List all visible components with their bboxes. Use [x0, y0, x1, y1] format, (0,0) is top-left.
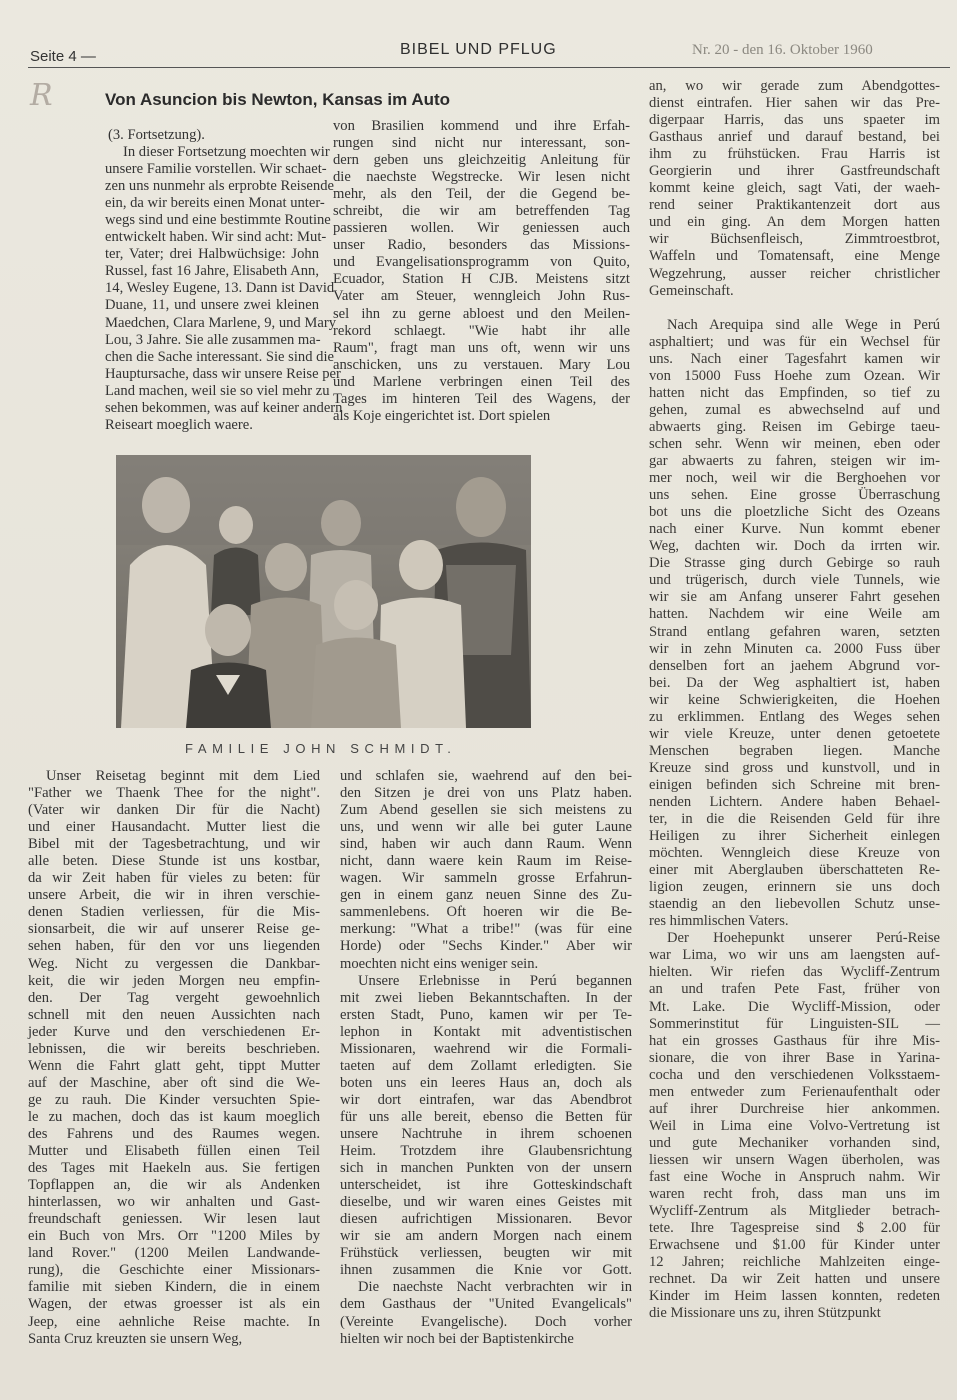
- text-line: ligion zeugen, erinnern sie uns doch: [649, 879, 940, 896]
- text-line: Kinder im Heim lassen konnten, redeten: [649, 1288, 940, 1305]
- issue-date: Nr. 20 - den 16. Oktober 1960: [692, 42, 873, 58]
- text-line: tete. Ihre Tagespreise sind $ 2.00 für: [649, 1220, 940, 1237]
- text-line: unsere Nachtruhe in ihrem schoenen: [340, 1125, 632, 1142]
- text-line: sel ihn zu gerne abloest und den Meilen-: [333, 305, 630, 322]
- text-line: le zu machen, doch das ist kaum moeglich: [28, 1108, 320, 1125]
- text-line: boten uns ein leeres Haus an, doch als: [340, 1074, 632, 1091]
- text-line: und einer Hausandacht. Mutter liest die: [28, 819, 320, 836]
- text-line: Wycliff-Zentrum als Mitglieder betrach-: [649, 1203, 940, 1220]
- text-line: lephon in Kontakt mit adventistischen: [340, 1023, 632, 1040]
- text-line: ein, da wir bereits einen Monat unter-: [105, 195, 325, 212]
- column-top-middle-text: [333, 118, 630, 425]
- text-line: lebnissen, die wir bereits beschrieben.: [28, 1040, 320, 1057]
- text-line: zu erklimmen. Entlang des Weges sehen: [649, 708, 940, 725]
- text-line: bot uns die ploetzliche Sicht des Ozeans: [649, 504, 940, 521]
- text-line: Zum Abend gesellen sie sich meistens zu: [340, 802, 632, 819]
- column-bottom-middle: [340, 768, 632, 1348]
- text-line: Vater am Steuer, wenngleich John Rus-: [333, 288, 630, 305]
- text-line: und trügerisch, durch viele Tunnels, wie: [649, 572, 940, 589]
- text-line: Tages im hinteren Teil des Wagens, der: [333, 390, 630, 407]
- text-line: dem Gasthaus der "United Evangelicals": [340, 1296, 632, 1313]
- text-line: digerpaar Harris, das uns spaeter im: [649, 112, 940, 129]
- text-line: die Missionare uns zu, ihren Stützpunkt: [649, 1305, 881, 1322]
- text-line: schen sehr. Wenn wir meinen, eben oder: [649, 435, 940, 452]
- text-line: sammenlebens. Oft hoeren wir die Be-: [340, 904, 632, 921]
- text-line: men entweder zum Ferienaufenthalt oder: [649, 1083, 940, 1100]
- text-line: Duane, 11, und unsere zwei kleinen: [105, 297, 319, 314]
- text-line: ter, Vater; drei Halbwüchsige: John: [105, 246, 319, 263]
- text-line: hatten. Nachdem wir eine Weile am: [649, 606, 940, 623]
- text-line: und schlafen sie, waehrend auf den bei-: [340, 768, 632, 784]
- text-line: fast eine Woche in Anspruch nahm. Wir: [649, 1169, 940, 1185]
- text-line: hinterlassen, wo wir anhalten und Gast-: [28, 1194, 320, 1211]
- text-line: Georgierin und ihrer Gastfreundschaft: [649, 163, 940, 180]
- article-part: (3. Fortsetzung).: [108, 127, 205, 143]
- text-line: nicht, dann waere kein Raum im Reise-: [340, 853, 632, 870]
- text-line: moechten nicht eins weniger sein.: [340, 955, 539, 972]
- column-right-text: [649, 78, 940, 1322]
- text-line: Der Hoehepunkt unserer Perú-Reise: [667, 930, 940, 947]
- text-line: des Tages mit Haekeln aus. Sie fertigen: [28, 1160, 320, 1177]
- text-line: sich in manchen Punkten von der unsern: [340, 1160, 632, 1177]
- text-line: wegs sind und eine bestimmte Routine: [105, 212, 331, 229]
- text-line: sehen haben, für den vor uns liegenden: [28, 938, 320, 955]
- text-line: Hauptursache, dass wir unsere Reise per: [105, 365, 341, 382]
- text-line: und gute Mechaniker vorhanden sind,: [649, 1134, 940, 1151]
- text-line: kommt keine gleich, sagt Vati, der waeh-: [649, 180, 940, 197]
- text-line: land Rover." (1200 Meilen Landwande-: [28, 1245, 320, 1262]
- text-line: einer mit Aberglauben überschatteten Re-: [649, 862, 940, 879]
- text-line: möchten. Wenngleich diese Kreuze von: [649, 845, 940, 862]
- text-line: wir keine Schwierigkeiten, die Hoehen: [649, 691, 940, 708]
- text-line: nach einer Kurve. Nun kommt ebener: [649, 521, 940, 538]
- text-line: Mt. Lake. Die Wycliff-Mission, oder: [649, 998, 940, 1015]
- text-line: schreibt, die wir am betreffenden Tag: [333, 203, 630, 220]
- text-line: freundschaft geniessen. Wir lesen laut: [28, 1211, 320, 1228]
- text-line: res himmlischen Vaters.: [649, 913, 789, 930]
- text-line: hielten. Wir riefen das Wycliff-Zentrum: [649, 964, 940, 981]
- text-line: hat ein grosses Gasthaus für ihre Mis-: [649, 1032, 940, 1049]
- text-line: Raum", fragt man uns oft, wenn wir uns: [333, 339, 630, 356]
- text-line: rungen sind nicht nur interessant, son-: [333, 135, 630, 152]
- text-line: zen uns nunmehr als erprobte Reisende: [105, 178, 334, 195]
- text-line: auf der Maschine, aber oft sind die We-: [28, 1074, 320, 1091]
- text-line: sionare, die von ihrer Base in Yarina-: [649, 1049, 940, 1066]
- text-line: hielten wir noch bei der Baptistenkirche: [340, 1330, 574, 1347]
- text-line: chen die Sache interessant. Sie sind die: [105, 348, 334, 365]
- text-line: ter, in die die Reisenden Geld für ihre: [649, 811, 940, 828]
- text-line: 12 Jahren; reichliche Mahlzeiten einge-: [649, 1254, 940, 1271]
- text-line: schnell mit den neuen Aussichten nach: [28, 1006, 320, 1023]
- family-photo-image: [116, 455, 531, 728]
- text-line: für uns alle bereit, ebenso die Betten für: [340, 1108, 632, 1125]
- text-line: mer noch, weil wir die Berghoehen vor: [649, 470, 940, 487]
- text-line: Missionaren, waehrend wir die Formali-: [340, 1040, 632, 1057]
- text-line: Weg. Nicht zu vergessen die Dankbar-: [28, 955, 320, 972]
- text-line: war Lima, wo wir uns am laengsten auf-: [649, 947, 940, 964]
- text-line: Nach Arequipa sind alle Wege in Perú: [667, 316, 940, 333]
- text-line: Unser Reisetag beginnt mit dem Lied: [46, 768, 320, 784]
- text-line: unsere Arbeit, die wir in ihren verschie-: [28, 887, 320, 904]
- text-line: und Evangelisationsprogramm von Quito,: [333, 254, 630, 271]
- text-line: Erwachsene und $1.00 für Kinder unter: [649, 1237, 940, 1254]
- text-line: Die naechste Nacht verbrachten wir in: [358, 1279, 632, 1296]
- text-line: passieren wollen. Wir geniessen auch: [333, 220, 630, 237]
- text-line: ihnen zusammen die Knie vor Gott.: [340, 1262, 632, 1279]
- text-line: (Vater wir danken Dir für die Nacht): [28, 802, 320, 819]
- text-line: hatten nicht das Empfinden, so tief zu: [649, 384, 940, 401]
- text-line: Heiligen zu ihrer Sicherheit einlegen: [649, 828, 940, 845]
- text-line: Lou, 3 Jahre. Sie alle zusammen ma-: [105, 331, 321, 348]
- text-line: wir Büchsenfleisch, Zimmtroestbrot,: [649, 231, 940, 248]
- text-line: rend seiner Praktikantenzeit dort aus: [649, 197, 940, 214]
- text-line: ihm zu frühstücken. Frau Harris ist: [649, 146, 940, 163]
- text-line: ein Buch von Mrs. Orr "1200 Miles by: [28, 1228, 320, 1245]
- text-line: uns. Nach einer Tagesfahrt kamen wir: [649, 350, 940, 367]
- column-top-left-text: [105, 144, 343, 434]
- text-line: des Fahrens und des Raumes wegen.: [28, 1125, 320, 1142]
- text-line: anschicken, uns zu verstauen. Mary Lou: [333, 356, 630, 373]
- text-line: wir sie am andern Morgen nach einem: [340, 1228, 632, 1245]
- text-line: mit zwei lieben Bekanntschaften. In der: [340, 989, 632, 1006]
- text-line: Gasthaus anrief und darauf bestand, bei: [649, 129, 940, 146]
- text-line: unterscheidet, ist ihre Gotteskindschaft: [340, 1177, 632, 1194]
- handwritten-mark: R: [30, 78, 53, 113]
- text-line: nenden Lichtern. Andere haben Behael-: [649, 793, 940, 810]
- text-line: Heim. Trotzdem ihre Glaubensrichtung: [340, 1143, 632, 1160]
- text-line: an, wo wir gerade zum Abendgottes-: [649, 78, 940, 94]
- text-line: Ecuador, Station H CJB. Meistens sitzt: [333, 271, 630, 288]
- text-line: sind, haben wir auch dann Raum. Wenn: [340, 836, 632, 853]
- text-line: alle beten. Diese Stunde ist uns kostbar,: [28, 853, 320, 870]
- text-line: gar abwaerts zu fahren, steigen wir im-: [649, 453, 940, 470]
- text-line: von Brasilien kommend und ihre Erfah-: [333, 118, 630, 134]
- text-line: sehen bekommen, was auf keiner andern: [105, 399, 343, 416]
- text-line: auf ihrer Durchreise hier ankommen.: [649, 1100, 940, 1117]
- text-line: "Father we Thaenk Thee for the night".: [28, 785, 320, 802]
- text-line: waren recht froh, dass man uns im: [649, 1186, 940, 1203]
- text-line: gehen, zumal es abwechselnd auf und: [649, 401, 940, 418]
- text-line: Topflappen an, die wir als Andenken: [28, 1177, 320, 1194]
- column-right: [649, 78, 940, 1322]
- text-line: Weil in Lima eine Volvo-Vertretung ist: [649, 1117, 940, 1134]
- text-line: als Koje eingerichtet ist. Dort spielen: [333, 407, 551, 424]
- text-line: Horde) oder "Sechs Kinder." Aber wir: [340, 938, 632, 955]
- text-line: familie mit sieben Kindern, die in einem: [28, 1279, 320, 1296]
- page-number: Seite 4 —: [30, 48, 96, 65]
- text-line: staendig an den liebevollen Schutz unse-: [649, 896, 940, 913]
- text-line: keit, die wir jeden Morgen neu empfin-: [28, 972, 320, 989]
- text-line: In dieser Fortsetzung moechten wir: [123, 144, 330, 161]
- header-rule: [28, 67, 950, 68]
- text-line: Kreuze sind gross und kunstvoll, und in: [649, 759, 940, 776]
- text-line: ersten Stadt, Puno, kamen wir per Te-: [340, 1006, 632, 1023]
- text-line: rekord schlaegt. "Wie habt ihr alle: [333, 322, 630, 339]
- text-line: wir in zehn Minuten ca. 2000 Fuss über: [649, 640, 940, 657]
- text-line: Waffeln und Tomatensaft, eine Menge: [649, 248, 940, 265]
- text-line: denselben fort an jaehem Abgrund vor-: [649, 657, 940, 674]
- column-bottom-left-text: [28, 768, 320, 1348]
- column-bottom-middle-text: [340, 768, 632, 1348]
- text-line: entwickelt haben. Wir sind acht: Mut-: [105, 229, 327, 246]
- text-line: an und trafen Pete Fast, früher von: [649, 981, 940, 998]
- text-line: einigen befinden sich Schreine mit bren-: [649, 776, 940, 793]
- text-line: unser Radio, besonders das Missions-: [333, 237, 630, 254]
- text-line: Unsere Erlebnisse in Perú begannen: [358, 972, 632, 989]
- text-line: asphaltiert; und was für ein Wechsel für: [649, 333, 940, 350]
- text-line: dieselbe, und wir waren eines Geistes mit: [340, 1194, 632, 1211]
- text-line: von 15000 Fuss Hoehe zum Ozean. Wir: [649, 367, 940, 384]
- text-line: den Sitzen je drei von uns Platz haben.: [340, 785, 632, 802]
- text-line: Reiseart moeglich waere.: [105, 416, 253, 433]
- text-line: cocha und den verschiedenen Volksstaem-: [649, 1066, 940, 1083]
- text-line: jeder Kurve und den verschiedenen Er-: [28, 1023, 320, 1040]
- text-line: liessen wir unsern Wagen überholen, was: [649, 1151, 940, 1168]
- text-line: abwaerts ging. Reisen im Gebirge taeu-: [649, 418, 940, 435]
- text-line: Land machen, weil sie so viel mehr zu: [105, 382, 330, 399]
- text-line: Gemeinschaft.: [649, 282, 734, 299]
- text-line: Wagen, der etwas groesser ist als ein: [28, 1296, 320, 1313]
- text-line: [649, 300, 940, 317]
- text-line: taeten auf dem Zollamt erledigten. Sie: [340, 1057, 632, 1074]
- text-line: wagen. Wir sammeln grosse Erfahrun-: [340, 870, 632, 887]
- text-line: unsere Familie vorstellen. Wir schaet-: [105, 161, 327, 178]
- article-title: Von Asuncion bis Newton, Kansas im Auto: [105, 90, 451, 109]
- text-line: die naechste Wegstrecke. Wir lesen nicht: [333, 169, 630, 186]
- text-line: Jeep, eine aehnliche Reise machte. In: [28, 1313, 320, 1330]
- text-line: und Marlene verbringen einen Teil des: [333, 373, 630, 390]
- text-line: Sommerinstitut für Linguisten-SIL —: [649, 1015, 940, 1032]
- photo-caption: FAMILIE JOHN SCHMIDT.: [185, 741, 457, 756]
- text-line: Santa Cruz kreuzten sie unsern Weg,: [28, 1330, 243, 1347]
- text-line: Strand entlang gefahren waren, setzten: [649, 623, 940, 640]
- text-line: Menschen begraben liegen. Manche: [649, 742, 940, 759]
- text-line: Russel, fast 16 Jahre, Elisabeth Ann,: [105, 263, 319, 280]
- text-line: merkung: "What a tribe!" (was für eine: [340, 921, 632, 938]
- column-top-left: [105, 127, 343, 434]
- text-line: Mutter und Elisabeth füllen einen Teil: [28, 1143, 320, 1160]
- text-line: ge zu rauh. Die Kinder versuchten Spie-: [28, 1091, 320, 1108]
- text-line: denen Stadien verliessen, für die Mis-: [28, 904, 320, 921]
- column-bottom-left: [28, 768, 320, 1348]
- text-line: rung), die Geschichte einer Missionars-: [28, 1262, 320, 1279]
- text-line: Wegzehrung, ausser reicher christlicher: [649, 265, 940, 282]
- publication-title: BIBEL UND PFLUG: [400, 41, 557, 58]
- text-line: Bibel mit der Tagesbetrachtung, und wir: [28, 836, 320, 853]
- text-line: wir dort eintrafen, war das Abendbrot: [340, 1091, 632, 1108]
- text-line: (Vereinte Evangelische). Doch vorher: [340, 1313, 632, 1330]
- text-line: Frühstück verliessen, beugten wir mit: [340, 1245, 632, 1262]
- text-line: rechnet. Da wir Zeit hatten und unsere: [649, 1271, 940, 1288]
- text-line: sionsarbeit, die wir auf unserer Reise ge-: [28, 921, 320, 938]
- text-line: Wenn die Fahrt glatt geht, tippt Mutter: [28, 1057, 320, 1074]
- text-line: gen in einem ganz neuen Sinne des Zu-: [340, 887, 632, 904]
- text-line: uns sehen. Eine grosse Überraschung: [649, 487, 940, 504]
- text-line: dern geben uns gleichzeitig Anleitung für: [333, 152, 630, 169]
- text-line: bei. Da der Weg asphaltiert ist, haben: [649, 674, 940, 691]
- family-photo: [116, 455, 531, 728]
- text-line: dienst eintrafen. Hier sahen wir das Pre-: [649, 95, 940, 112]
- text-line: und ein ging. An dem Morgen hatten: [649, 214, 940, 231]
- text-line: wir viele Kreuze, unter denen getoetete: [649, 725, 940, 742]
- text-line: Die Strasse ging durch Gebirge so rauh: [649, 555, 940, 572]
- text-line: mehr, als den Teil, der die Gegend be-: [333, 186, 630, 203]
- text-line: Maedchen, Clara Marlene, 9, und Mary: [105, 314, 336, 331]
- text-line: den. Der Tag vergeht gewoehnlich: [28, 989, 320, 1006]
- text-line: diesen aufrichtigen Missionaren. Bevor: [340, 1211, 632, 1228]
- text-line: uns, und wenn wir alle bei guter Laune: [340, 819, 632, 836]
- column-top-middle: [333, 118, 630, 425]
- text-line: da wir Zeit haben für vieles zu beten: für: [28, 870, 320, 887]
- text-line: wir sie am Anfang unserer Fahrt gesehen: [649, 589, 940, 606]
- text-line: Weg, dachten wir. Doch da irrten wir.: [649, 538, 940, 555]
- text-line: 14, Wesley Eugene, 13. Dann ist David: [105, 280, 335, 297]
